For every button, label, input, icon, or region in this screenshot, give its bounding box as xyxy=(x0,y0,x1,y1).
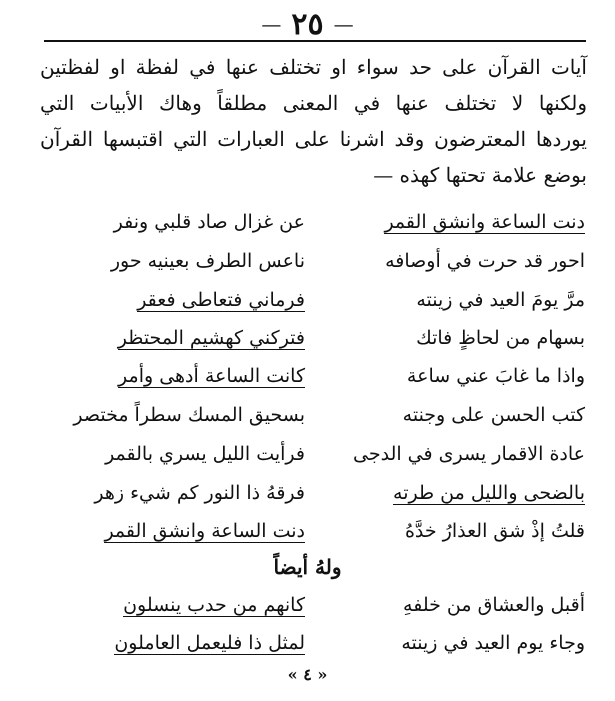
verse-left-hemistich xyxy=(40,358,305,394)
quoted-phrase: فتركني كهشيم المحتظر xyxy=(117,327,305,349)
verse-left-hemistich xyxy=(40,625,305,661)
verse-left-hemistich xyxy=(40,587,305,623)
verse-right-hemistich: كتب الحسن على وجنته xyxy=(402,404,585,426)
header-dash-left: — xyxy=(261,12,282,36)
poem-subheading: ولهُ أيضاً xyxy=(273,555,342,579)
verse-left-hemistich xyxy=(40,513,305,549)
verse-right-hemistich: أقبل والعشاق من خلفهِ xyxy=(403,594,585,616)
quoted-phrase: بالضحى والليل من طرته xyxy=(393,482,585,504)
prose-line: يوردها المعترضون وقد اشرنا على العبارات التي اقتبسها القرآن xyxy=(40,127,587,151)
quoted-phrase: دنت الساعة وانشق القمر xyxy=(384,211,585,233)
verse-right-hemistich xyxy=(325,204,585,240)
header-dash-right: — xyxy=(333,12,354,36)
verse-left-hemistich: ناعس الطرف بعينيه حور xyxy=(110,250,305,272)
verse-right-hemistich: واذا ما غابَ عني ساعة xyxy=(406,365,585,387)
quoted-phrase: فرماني فتعاطى فعقر xyxy=(137,289,305,311)
verse-right-hemistich: احور قد حرت في أوصافه xyxy=(385,250,585,272)
verse-right-hemistich: عادة الاقمار يسرى في الدجى xyxy=(353,443,585,465)
verse-left-hemistich: فرأيت الليل يسري بالقمر xyxy=(105,443,305,465)
page-number: ٢٥ xyxy=(291,6,324,42)
verse-left-hemistich xyxy=(40,320,305,356)
verse-left-hemistich: بسحيق المسك سطراً مختصر xyxy=(73,404,305,426)
verse-right-hemistich: قلتُ إذْ شق العذارُ خدَّهُ xyxy=(404,520,585,542)
verse-right-hemistich: بسهام من لحاظٍ فاتك xyxy=(416,327,585,349)
verse-right-hemistich: وجاء يوم العيد في زينته xyxy=(401,632,585,654)
verse-right-hemistich: مرَّ يومَ العيد في زينته xyxy=(416,289,585,311)
verse-right-hemistich xyxy=(325,475,585,511)
header-rule xyxy=(44,40,586,42)
prose-line: بوضع علامة تحتها كهذه — xyxy=(373,163,587,187)
verse-left-hemistich: فرقهُ ذا النور كم شيء زهر xyxy=(94,482,305,504)
quoted-phrase: لمثل ذا فليعمل العاملون xyxy=(114,632,305,654)
signature-mark: « ٤ » xyxy=(287,665,328,684)
quoted-phrase: كانت الساعة أدهى وأمر xyxy=(118,365,305,387)
verse-left-hemistich: عن غزال صاد قلبي ونفر xyxy=(113,211,305,233)
prose-line: آيات القرآن على حد سواء او تختلف عنها في لفظة او لفظتين xyxy=(40,55,587,79)
quoted-phrase: كانهم من حدب ينسلون xyxy=(123,594,305,616)
page-header xyxy=(0,4,615,44)
prose-line: ولكنها لا تختلف عنها في المعنى مطلقاً وهاك الأبيات التي xyxy=(40,91,587,115)
verse-left-hemistich xyxy=(40,282,305,318)
quoted-phrase: دنت الساعة وانشق القمر xyxy=(104,520,305,542)
